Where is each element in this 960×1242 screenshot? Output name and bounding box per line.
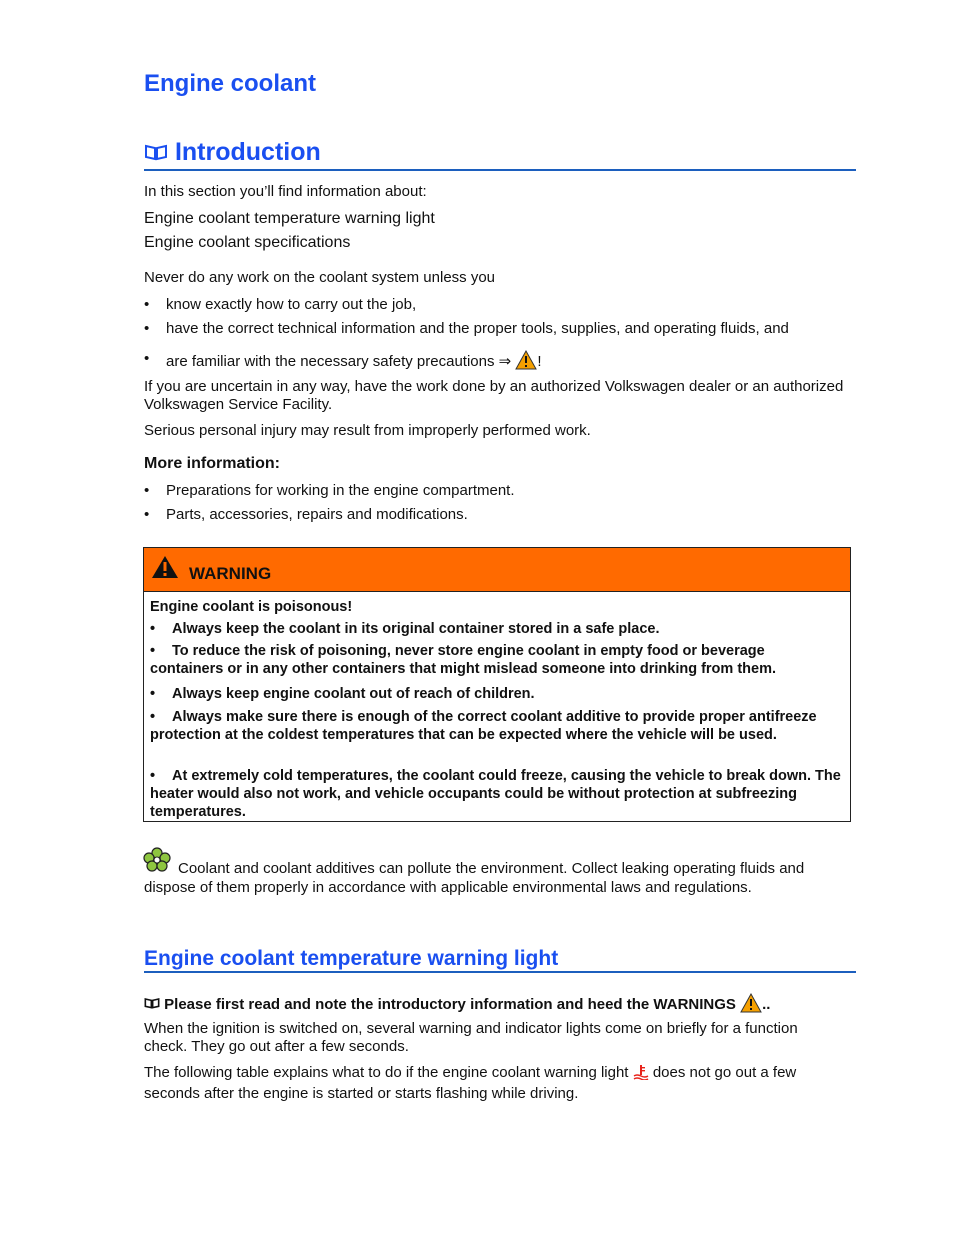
- bullet-marker: •: [144, 350, 150, 367]
- topic-link-temperature-light[interactable]: Engine coolant temperature warning light: [144, 210, 435, 227]
- bullet-marker: •: [144, 482, 150, 499]
- warning-item: [150, 685, 842, 703]
- warning-triangle-icon: [150, 554, 180, 585]
- warning-title: WARNING: [189, 564, 272, 583]
- warning-box: [143, 547, 851, 822]
- warning-item-text: To reduce the risk of poisoning, never store engine coolant in empty food or beverage containers or in any other containers that might mislead someone into drinking from them.: [150, 643, 777, 677]
- condition-text-row: [144, 350, 844, 375]
- bullet-marker: •: [150, 686, 156, 702]
- book-icon: [144, 996, 160, 1014]
- read-first-suffix: ..: [762, 996, 771, 1013]
- table-intro-text-b: does not go out a few seconds after the engine is started or starts flashing while driving.: [144, 1064, 797, 1102]
- more-info-heading: More information:: [144, 455, 280, 472]
- warning-header: [144, 548, 850, 592]
- more-info-item[interactable]: [144, 506, 844, 524]
- warning-item-text: Always keep engine coolant out of reach of children.: [172, 686, 535, 702]
- condition-text: know exactly how to carry out the job,: [166, 296, 417, 313]
- uncertain-text: If you are uncertain in any way, have the work done by an authorized Volkswagen dealer or an authorized Volkswagen Service Facility.: [144, 378, 844, 413]
- condition-suffix: !: [537, 353, 542, 370]
- environment-note: [144, 859, 844, 897]
- bullet-marker: •: [144, 506, 150, 523]
- intro-heading: [144, 138, 321, 168]
- temperature-heading-rule: [144, 971, 856, 973]
- never-text: Never do any work on the coolant system unless you: [144, 269, 496, 286]
- condition-item: [144, 296, 844, 314]
- bullet-marker: •: [144, 320, 150, 337]
- intro-lead: In this section you’ll find information about:: [144, 183, 427, 200]
- condition-item: [144, 350, 844, 375]
- bullet-marker: •: [150, 621, 156, 637]
- warning-item: [150, 642, 842, 678]
- table-intro-text-a: The following table explains what to do if the engine coolant warning light: [144, 1064, 629, 1081]
- warning-item: [150, 767, 842, 821]
- injury-text: Serious personal injury may result from improperly performed work.: [144, 422, 591, 439]
- intro-heading-rule: [144, 169, 856, 171]
- more-info-link[interactable]: Parts, accessories, repairs and modifications.: [166, 506, 468, 523]
- bullet-marker: •: [150, 643, 156, 659]
- book-icon: [144, 139, 168, 168]
- condition-text: are familiar with the necessary safety precautions ⇒: [166, 353, 512, 370]
- environment-note-text: Coolant and coolant additives can pollute the environment. Collect leaking operating fluids and dispose of them properly in accordance with applicable environmental laws and regulations.: [144, 860, 805, 896]
- topic-link-specifications[interactable]: Engine coolant specifications: [144, 234, 351, 251]
- coolant-temperature-icon: [633, 1064, 649, 1085]
- warning-triangle-icon[interactable]: [740, 993, 762, 1018]
- table-intro-text: [144, 1064, 844, 1103]
- bullet-marker: •: [150, 709, 156, 725]
- condition-item: [144, 320, 844, 338]
- more-info-link[interactable]: Preparations for working in the engine compartment.: [166, 482, 515, 499]
- warning-item-text: At extremely cold temperatures, the coolant could freeze, causing the vehicle to break down. The heater would also not work, and vehicle occupants could be without protection at subfreezing temperatures.: [150, 768, 841, 820]
- warning-item-text: Always make sure there is enough of the correct coolant additive to provide proper antifreeze protection at the coldest temperatures that can be expected where the vehicle will be used.: [150, 709, 817, 743]
- warning-triangle-icon[interactable]: [515, 350, 537, 375]
- intro-heading-text: Introduction: [174, 138, 321, 166]
- more-info-item[interactable]: [144, 482, 844, 500]
- condition-text: have the correct technical information and the proper tools, supplies, and operating fluids, and: [166, 320, 789, 337]
- bullet-marker: •: [150, 768, 156, 784]
- bullet-marker: •: [144, 296, 150, 313]
- read-first-text: Please first read and note the introductory information and heed the WARNINGS: [164, 996, 736, 1013]
- ignition-text: When the ignition is switched on, several warning and indicator lights come on briefly for a function check. They go out after a few seconds.: [144, 1020, 798, 1055]
- temperature-light-heading: Engine coolant temperature warning light: [144, 947, 559, 970]
- warning-item: [150, 620, 842, 638]
- warning-lead: Engine coolant is poisonous!: [150, 599, 353, 615]
- warning-item: [150, 708, 842, 744]
- warning-item-text: Always keep the coolant in its original container stored in a safe place.: [172, 621, 660, 637]
- read-first-note: [144, 993, 844, 1018]
- page-title: Engine coolant: [144, 70, 317, 97]
